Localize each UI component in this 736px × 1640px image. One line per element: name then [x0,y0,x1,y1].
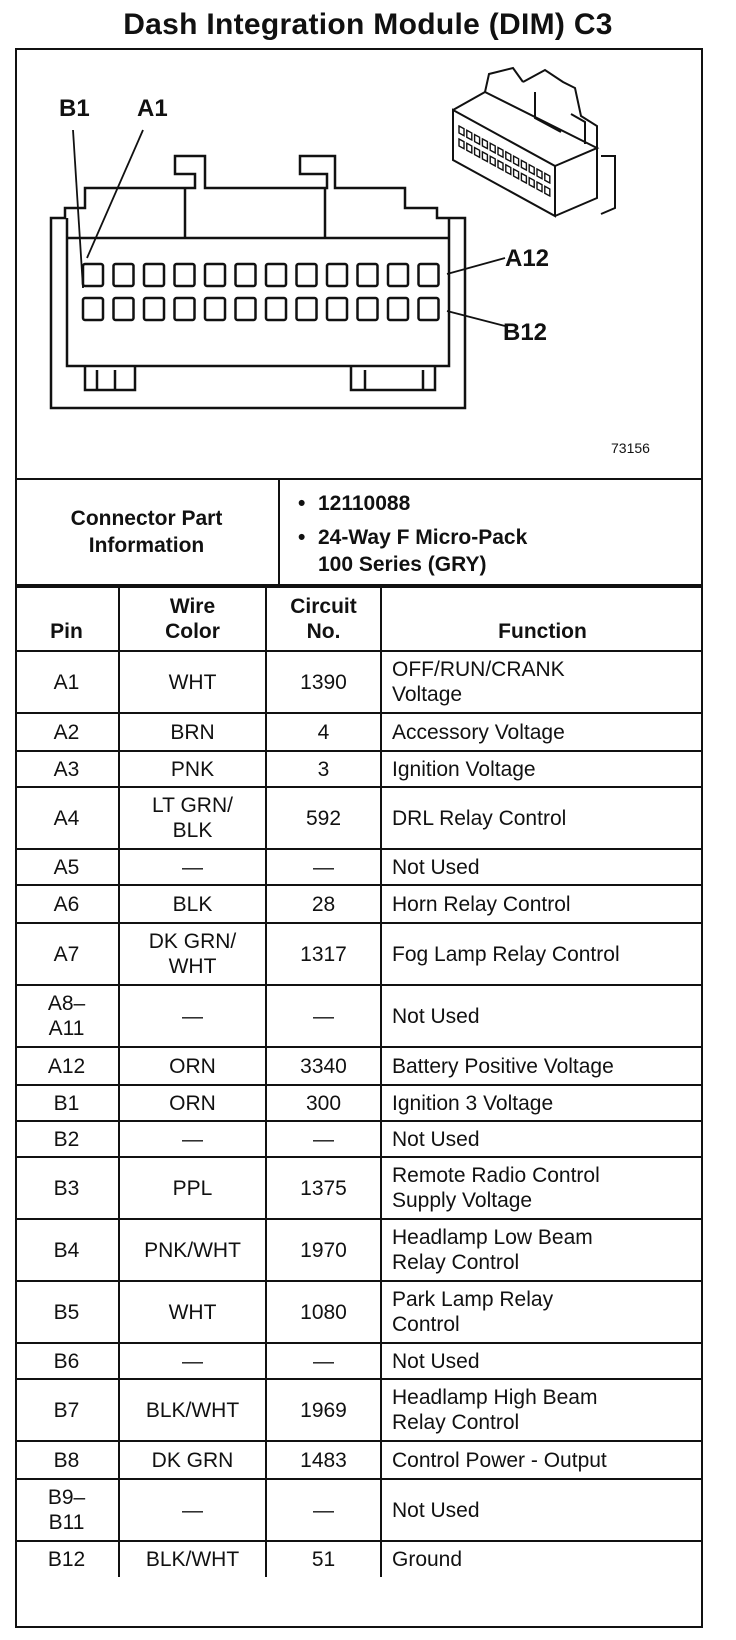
wire-color-cell: LT GRN/ BLK [119,787,266,849]
function-cell: Control Power - Output [381,1441,703,1479]
table-row [15,1047,703,1085]
function-cell: Not Used [381,849,703,885]
wire-color-cell: — [119,1343,266,1379]
iso-pin [475,148,480,158]
figure-number: 73156 [611,440,650,456]
table-row [15,1157,703,1219]
table-row [15,1479,703,1541]
pin-b4 [175,298,195,320]
circuit-cell: 1483 [266,1441,381,1479]
connector-info-list [290,490,527,585]
wire-color-cell: DK GRN [119,1441,266,1479]
label-a1: A1 [137,95,168,122]
wire-color-cell: PNK [119,751,266,787]
table-body [15,651,703,1577]
header-circuit-no: Circuit No. [266,587,381,651]
pin-cell: A7 [15,923,119,985]
circuit-cell: — [266,1343,381,1379]
table-row [15,1541,703,1577]
wire-color-cell: BLK/WHT [119,1541,266,1577]
function-cell: Not Used [381,985,703,1047]
pin-a4 [175,264,195,286]
table-row [15,1441,703,1479]
circuit-cell: 1317 [266,923,381,985]
pin-cell: B9– B11 [15,1479,119,1541]
label-a12: A12 [505,245,550,272]
iso-pin [467,143,472,153]
pinout-table [15,586,703,1577]
iso-pin [475,135,480,145]
pin-a8 [297,264,317,286]
table-row [15,885,703,923]
iso-pin [490,143,495,153]
pin-b10 [358,298,378,320]
iso-pin [514,169,519,179]
wire-color-cell: — [119,849,266,885]
iso-pin [545,173,550,183]
leader-lines [73,130,505,326]
iso-pin [545,186,550,196]
iso-pin [529,178,534,188]
wire-color-cell: ORN [119,1047,266,1085]
circuit-cell: 1080 [266,1281,381,1343]
pin-a2 [114,264,134,286]
circuit-cell: — [266,1479,381,1541]
pin-b5 [205,298,225,320]
iso-pin [506,152,511,162]
pin-cell: B4 [15,1219,119,1281]
pin-a12 [419,264,439,286]
function-cell: Accessory Voltage [381,713,703,751]
pin-cell: B6 [15,1343,119,1379]
iso-pin [482,152,487,162]
page-title: Dash Integration Module (DIM) C3 [123,8,613,41]
pin-cell: A6 [15,885,119,923]
wire-color-cell: WHT [119,651,266,713]
connector-face-drawing [15,48,703,478]
pin-b7 [266,298,286,320]
pin-cell: B5 [15,1281,119,1343]
circuit-cell: 300 [266,1085,381,1121]
function-cell: Not Used [381,1121,703,1157]
label-b1: B1 [59,95,90,122]
function-cell: Remote Radio Control Supply Voltage [381,1157,703,1219]
iso-pin [498,161,503,171]
pin-a3 [144,264,164,286]
function-cell: Headlamp Low Beam Relay Control [381,1219,703,1281]
wire-color-cell: WHT [119,1281,266,1343]
part-number: • 12110088 [290,490,527,517]
pin-a6 [236,264,256,286]
circuit-cell: 3 [266,751,381,787]
pin-cell: B7 [15,1379,119,1441]
pin-a5 [205,264,225,286]
wire-color-cell: — [119,985,266,1047]
pin-cell: A1 [15,651,119,713]
pin-b8 [297,298,317,320]
function-cell: Park Lamp Relay Control [381,1281,703,1343]
pin-grid [83,264,439,320]
connector-part-information [15,480,703,586]
table-row [15,751,703,787]
pin-b12 [419,298,439,320]
function-cell: Ground [381,1541,703,1577]
pin-cell: B2 [15,1121,119,1157]
iso-pin [467,130,472,140]
pin-cell: B3 [15,1157,119,1219]
wire-color-cell: BRN [119,713,266,751]
connector-diagram [15,48,703,480]
pin-cell: B12 [15,1541,119,1577]
pin-cell: B1 [15,1085,119,1121]
pin-cell: B8 [15,1441,119,1479]
circuit-cell: 3340 [266,1047,381,1085]
pin-b2 [114,298,134,320]
circuit-cell: 4 [266,713,381,751]
function-cell: Horn Relay Control [381,885,703,923]
pin-a11 [388,264,408,286]
table-row [15,651,703,713]
table-row [15,985,703,1047]
table-row [15,1085,703,1121]
circuit-cell: 1390 [266,651,381,713]
wire-color-cell: ORN [119,1085,266,1121]
circuit-cell: 1375 [266,1157,381,1219]
iso-pin [459,126,464,136]
pin-cell: A5 [15,849,119,885]
iso-pin [521,173,526,183]
pin-b9 [327,298,347,320]
table-row [15,1121,703,1157]
table-header-row [15,587,703,651]
connector-description: • 24-Way F Micro-Pack 100 Series (GRY) [290,524,527,578]
pin-cell: A8– A11 [15,985,119,1047]
iso-pin [498,148,503,158]
connector-iso-view [453,68,615,216]
function-cell: Fog Lamp Relay Control [381,923,703,985]
table-row [15,923,703,985]
wire-color-cell: PPL [119,1157,266,1219]
function-cell: DRL Relay Control [381,787,703,849]
table-row [15,849,703,885]
pin-b3 [144,298,164,320]
function-cell: Not Used [381,1479,703,1541]
connector-info-label: Connector Part Information [15,480,280,584]
function-cell: Ignition 3 Voltage [381,1085,703,1121]
pin-a10 [358,264,378,286]
header-wire-color: Wire Color [119,587,266,651]
function-cell: Not Used [381,1343,703,1379]
pin-b11 [388,298,408,320]
circuit-cell: 1969 [266,1379,381,1441]
iso-pin [490,156,495,166]
iso-pin [514,156,519,166]
wire-color-cell: — [119,1121,266,1157]
iso-pin [529,165,534,175]
pin-cell: A3 [15,751,119,787]
header-function: Function [381,587,703,651]
function-cell: Battery Positive Voltage [381,1047,703,1085]
iso-pin [506,165,511,175]
function-cell: OFF/RUN/CRANK Voltage [381,651,703,713]
wire-color-cell: DK GRN/ WHT [119,923,266,985]
circuit-cell: 1970 [266,1219,381,1281]
iso-pin [521,160,526,170]
pin-b1 [83,298,103,320]
table-row [15,1281,703,1343]
iso-pin [482,139,487,149]
function-cell: Ignition Voltage [381,751,703,787]
header-pin: Pin [15,587,119,651]
wire-color-cell: BLK [119,885,266,923]
circuit-cell: — [266,985,381,1047]
wire-color-cell: — [119,1479,266,1541]
table-row [15,1379,703,1441]
circuit-cell: — [266,1121,381,1157]
pin-b6 [236,298,256,320]
circuit-cell: — [266,849,381,885]
circuit-cell: 28 [266,885,381,923]
wire-color-cell: BLK/WHT [119,1379,266,1441]
table-row [15,713,703,751]
wire-color-cell: PNK/WHT [119,1219,266,1281]
label-b12: B12 [503,319,548,346]
iso-pin [537,169,542,179]
iso-pin [537,182,542,192]
pin-cell: A4 [15,787,119,849]
pin-cell: A2 [15,713,119,751]
circuit-cell: 51 [266,1541,381,1577]
function-cell: Headlamp High Beam Relay Control [381,1379,703,1441]
iso-pin-grid [459,126,550,196]
table-row [15,1343,703,1379]
pin-cell: A12 [15,1047,119,1085]
pin-a9 [327,264,347,286]
pin-a1 [83,264,103,286]
table-row [15,787,703,849]
iso-pin [459,139,464,149]
circuit-cell: 592 [266,787,381,849]
table-row [15,1219,703,1281]
pin-a7 [266,264,286,286]
